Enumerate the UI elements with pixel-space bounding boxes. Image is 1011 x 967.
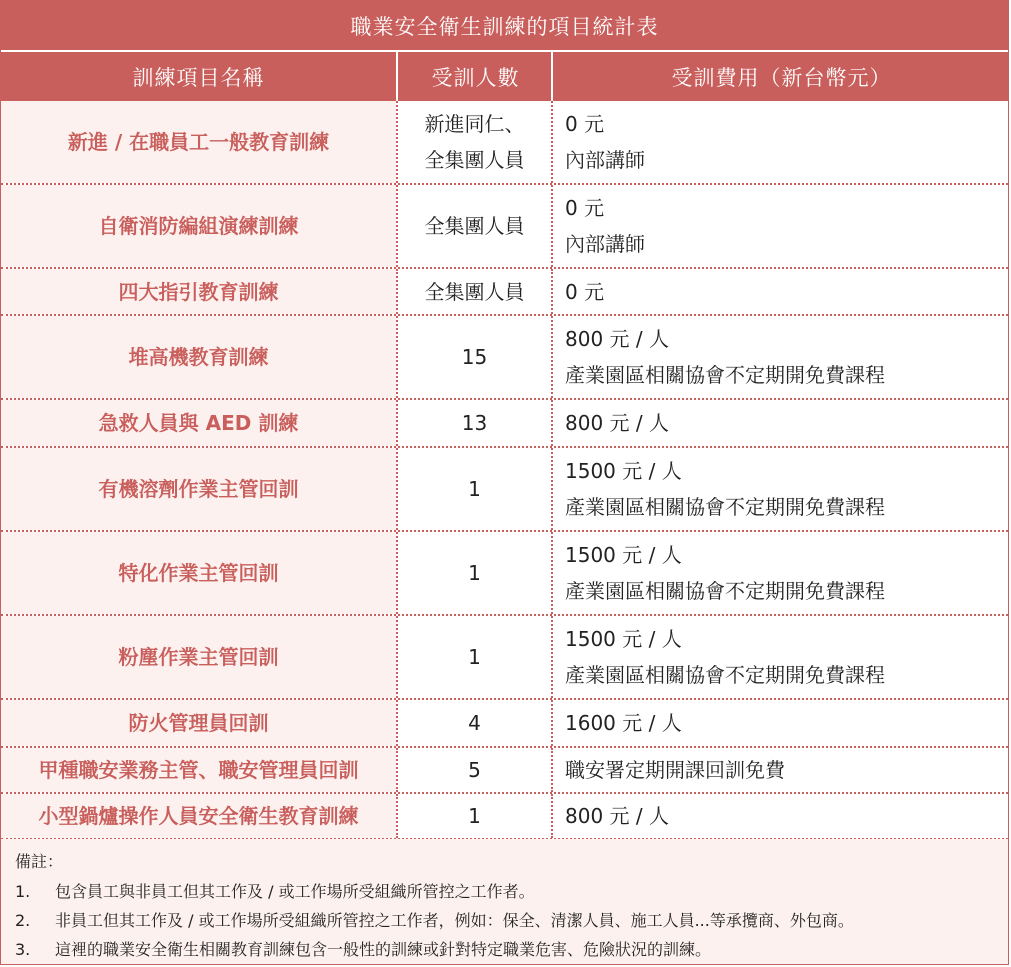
trainee-count-line: 1 [468,477,481,501]
training-cost-line: 1600 元 / 人 [565,711,682,735]
training-cost [551,269,1008,314]
note-item [15,906,1008,935]
notes-heading: 備註： [15,852,64,871]
table-row [1,400,1008,448]
table-row [1,532,1008,616]
training-cost [551,748,1008,792]
trainee-count [396,269,551,314]
training-cost [551,185,1008,267]
trainee-count-line: 全集團人員 [424,214,525,238]
training-cost-line: 內部講師 [565,232,645,256]
training-cost-line: 產業園區相關協會不定期開免費課程 [565,579,885,603]
header-training-cost: 受訓費用（新台幣元） [551,52,1010,101]
table-title: 職業安全衛生訓練的項目統計表 [1,1,1008,52]
trainee-count [396,400,551,446]
training-cost [551,448,1008,530]
note-number: 1. [15,882,31,901]
trainee-count-line: 13 [461,411,488,435]
table-row [1,269,1008,316]
trainee-count [396,532,551,614]
trainee-count [396,448,551,530]
note-item [15,877,1008,906]
table-row [1,794,1008,840]
table-row [1,748,1008,794]
training-cost-line: 產業園區相關協會不定期開免費課程 [565,663,885,687]
note-text: 非員工但其工作及 / 或工作場所受組織所管控之工作者，例如：保全、清潔人員、施工人員...等承攬商、外包商。 [55,911,854,930]
trainee-count-line: 5 [468,758,481,782]
training-cost [551,316,1008,398]
trainee-count [396,616,551,698]
trainee-count-line: 1 [468,804,481,828]
trainee-count [396,794,551,838]
training-cost-line: 職安署定期開課回訓免費 [565,758,785,782]
training-cost [551,101,1008,183]
training-cost-line: 產業園區相關協會不定期開免費課程 [565,495,885,519]
note-number: 3. [15,940,31,959]
trainee-count [396,748,551,792]
table-row [1,700,1008,748]
trainee-count-line: 4 [468,711,481,735]
training-cost-line: 1500 元 / 人 [565,627,682,651]
training-cost [551,532,1008,614]
note-number: 2. [15,911,31,930]
note-item [15,935,1008,964]
trainee-count-line: 1 [468,645,481,669]
note-text: 包含員工與非員工但其工作及 / 或工作場所受組織所管控之工作者。 [55,882,535,901]
header-training-item: 訓練項目名稱 [132,65,265,90]
training-item-name: 防火管理員回訓 [1,700,396,746]
trainee-count-line: 1 [468,561,481,585]
training-cost-line: 0 元 [565,112,605,136]
training-cost-line: 0 元 [565,279,605,304]
table-row [1,316,1008,400]
training-cost [551,400,1008,446]
trainee-count-line: 全集團人員 [424,279,525,304]
trainee-count-line: 15 [461,345,488,369]
training-cost-line: 800 元 / 人 [565,804,669,828]
training-cost-line: 1500 元 / 人 [565,459,682,483]
training-item-name: 有機溶劑作業主管回訓 [1,448,396,530]
training-cost-line: 1500 元 / 人 [565,543,682,567]
trainee-count-line: 全集團人員 [424,148,525,172]
training-item-name: 小型鍋爐操作人員安全衛生教育訓練 [1,794,396,838]
notes-section [1,839,1008,964]
training-item-name: 急救人員與 AED 訓練 [1,400,396,446]
trainee-count [396,700,551,746]
table-row [1,616,1008,700]
trainee-count [396,101,551,183]
training-item-name: 堆高機教育訓練 [1,316,396,398]
training-item-name: 自衛消防編組演練訓練 [1,185,396,267]
trainee-count-line: 新進同仁、 [424,112,525,136]
note-text: 這裡的職業安全衛生相關教育訓練包含一般性的訓練或針對特定職業危害、危險狀況的訓練。 [55,940,712,959]
training-cost-line: 0 元 [565,196,605,220]
training-cost-line: 產業園區相關協會不定期開免費課程 [565,363,885,387]
training-cost-line: 內部講師 [565,148,645,172]
header-trainee-count: 受訓人數 [396,52,553,101]
training-cost [551,700,1008,746]
trainee-count [396,185,551,267]
training-item-name: 四大指引教育訓練 [1,269,396,314]
training-cost-line: 800 元 / 人 [565,411,669,435]
table-row [1,185,1008,269]
table-row [1,101,1008,185]
training-cost-line: 800 元 / 人 [565,327,669,351]
training-item-name: 粉塵作業主管回訓 [1,616,396,698]
table-row [1,448,1008,532]
table-header [1,52,1008,101]
training-item-name: 甲種職安業務主管、職安管理員回訓 [1,748,396,792]
trainee-count [396,316,551,398]
training-item-name: 新進 / 在職員工一般教育訓練 [1,101,396,183]
training-cost [551,794,1008,838]
training-cost [551,616,1008,698]
training-item-name: 特化作業主管回訓 [1,532,396,614]
